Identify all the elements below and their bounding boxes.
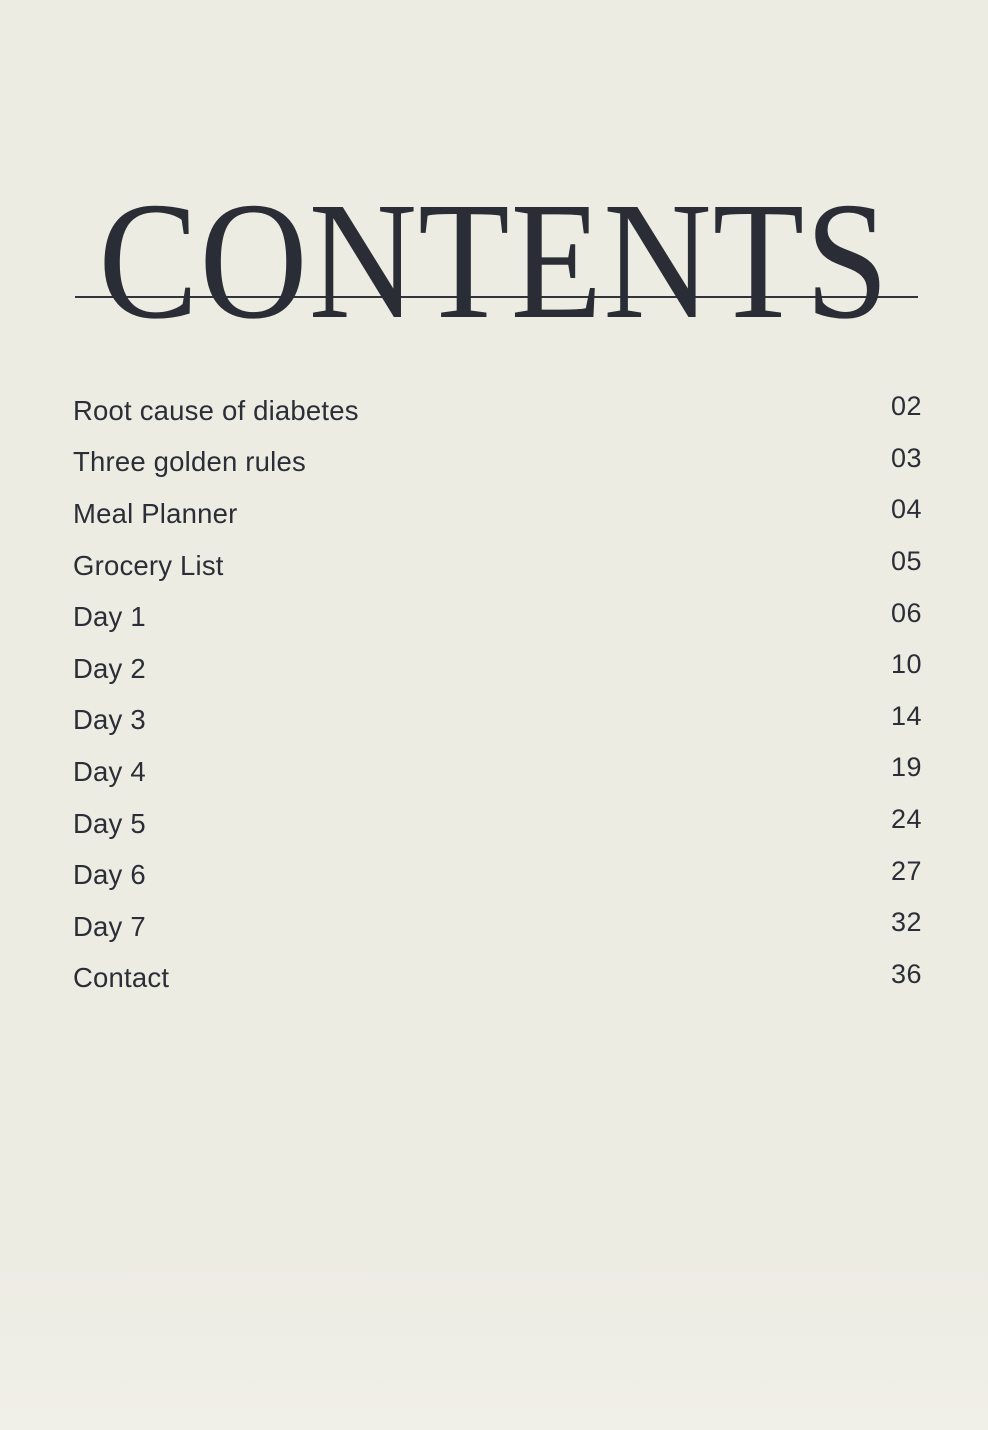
- toc-row[interactable]: [73, 901, 922, 953]
- title-rule: [75, 296, 918, 298]
- toc-row[interactable]: [73, 488, 922, 540]
- toc-row[interactable]: [73, 437, 922, 489]
- toc-item-label: Day 6: [73, 859, 146, 891]
- toc-item-label: Day 5: [73, 807, 146, 839]
- toc-item-label: Day 2: [73, 652, 146, 684]
- toc-item-page: 14: [890, 700, 922, 731]
- toc-item-page: 05: [890, 546, 922, 577]
- toc-row[interactable]: [73, 953, 922, 1005]
- toc-row[interactable]: [73, 849, 922, 901]
- toc-item-page: 02: [890, 391, 922, 422]
- toc-item-label: Day 4: [73, 755, 146, 787]
- toc-item-page: 10: [890, 649, 922, 680]
- toc-item-page: 27: [890, 855, 922, 886]
- toc-row[interactable]: [73, 643, 922, 695]
- toc-row[interactable]: [73, 798, 922, 850]
- toc-item-label: Contact: [73, 962, 170, 994]
- toc-item-label: Day 7: [73, 910, 146, 942]
- page-title: CONTENTS: [98, 168, 890, 354]
- toc-item-page: 03: [890, 442, 922, 473]
- toc-row[interactable]: [73, 591, 922, 643]
- toc-item-label: Meal Planner: [73, 497, 238, 529]
- toc-list: [73, 385, 922, 1004]
- toc-row[interactable]: [73, 385, 922, 437]
- toc-item-page: 19: [890, 752, 922, 783]
- toc-item-label: Grocery List: [73, 549, 224, 581]
- toc-item-page: 24: [890, 804, 922, 835]
- toc-item-page: 04: [890, 494, 922, 525]
- toc-item-page: 32: [890, 907, 922, 938]
- toc-item-page: 06: [890, 597, 922, 628]
- toc-item-label: Root cause of diabetes: [73, 394, 359, 426]
- title-wrap: [0, 168, 988, 354]
- toc-item-page: 36: [890, 958, 922, 989]
- toc-row[interactable]: [73, 540, 922, 592]
- toc-item-label: Day 3: [73, 704, 146, 736]
- toc-row[interactable]: [73, 746, 922, 798]
- toc-item-label: Day 1: [73, 601, 146, 633]
- toc-row[interactable]: [73, 695, 922, 747]
- toc-item-label: Three golden rules: [73, 446, 306, 478]
